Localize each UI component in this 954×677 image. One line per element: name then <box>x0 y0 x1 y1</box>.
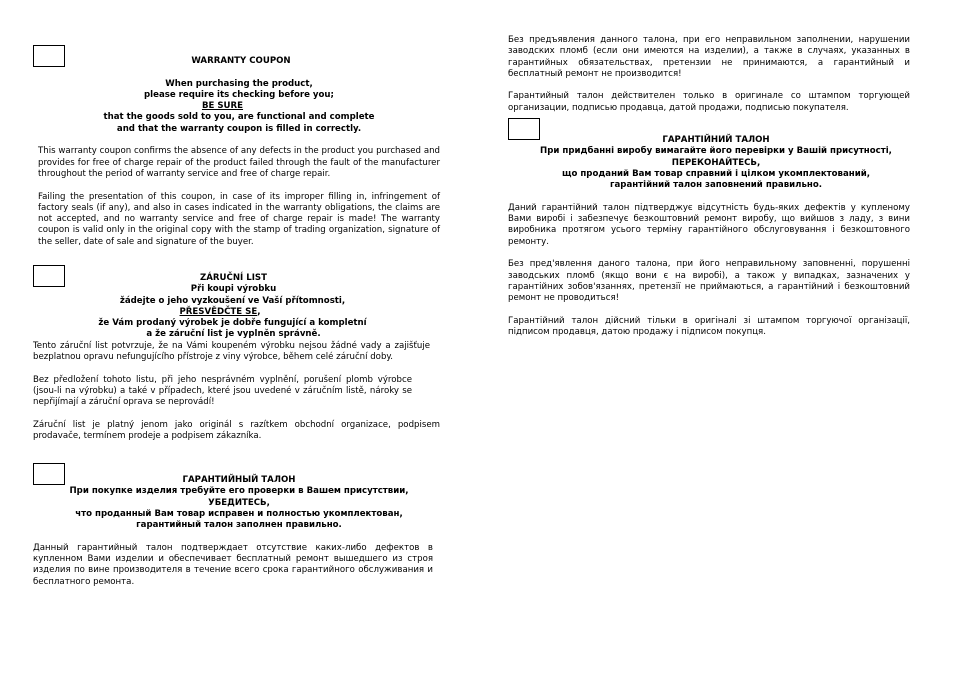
section-title-ru: ГАРАНТИЙНЫЙ ТАЛОН <box>182 475 296 485</box>
warranty-section-en <box>38 56 440 248</box>
be-sure-heading: BE SURE <box>201 101 244 112</box>
paragraph: Даний гарантійний талон підтверджує відсутність будь-яких дефектів у купленому Вами виробі і забезпечує безкоштовний ремонт виробу, що вийшов з ладу, з вини виробника протягом усього терміну гарантійного обслуговування і безкоштовного ремонту. <box>508 202 910 247</box>
heading-line: When purchasing the product, <box>165 78 313 89</box>
warranty-section-ru-cont <box>508 35 910 114</box>
presvedcte-heading <box>0 307 440 318</box>
presvedcte-comma: , <box>257 306 261 317</box>
heading-line: При покупке изделия требуйте его проверки в Вашем присутствии, <box>69 486 409 497</box>
heading-line: гарантийный талон заполнен правильно. <box>136 520 342 531</box>
warranty-section-ua <box>508 135 910 338</box>
warranty-section-ru <box>33 475 433 588</box>
heading-line: ПЕРЕКОНАЙТЕСЬ, <box>671 157 761 168</box>
paragraph: Bez předložení tohoto listu, při jeho nesprávném vyplnění, porušení plomb výrobce (jsou-li na výrobku) a také v případech, které jsou uvedené v záručním listě, nároky se nepřijímají a záruční oprava se neprovádí! <box>33 374 412 408</box>
heading-line: that the goods sold to you, are functional and complete <box>103 112 375 123</box>
heading-line: что проданный Вам товар исправен и полностью укомплектован, <box>75 508 403 519</box>
warranty-section-cz <box>33 273 440 442</box>
paragraph: Гарантийный талон действителен только в оригинале со штампом торгующей организации, подписью продавца, датой продажи, подписью покупателя. <box>508 91 910 113</box>
section-title-en: WARRANTY COUPON <box>191 56 291 66</box>
heading-line: a že záruční list je vyplněn správně. <box>146 329 321 340</box>
section-title-cz: ZÁRUČNÍ LIST <box>200 273 267 283</box>
heading-line: and that the warranty coupon is filled in correctly. <box>116 123 362 134</box>
heading-line: УБЕДИТЕСЬ, <box>208 497 270 508</box>
section-title-ua: ГАРАНТІЙНИЙ ТАЛОН <box>662 135 770 145</box>
presvedcte-label: PŘESVĚDČTE SE <box>179 306 258 317</box>
heading-line: Při koupi výrobku <box>190 284 277 295</box>
paragraph: Без предъявления данного талона, при его неправильном заполнении, нарушении заводских пломб (если они имеются на изделии), а также в случаях, указанных в гарантийных обязательствах, претензии не принимаются, а гарантийный и бесплатный ремонт не производится! <box>508 35 910 79</box>
paragraph: Záruční list je platný jenom jako originál s razítkem obchodní organizace, podpisem prodavače, termínem prodeje a podpisem zákazníka. <box>33 419 440 442</box>
paragraph: Без пред'явлення даного талона, при його неправильному заповненні, порушенні заводських пломб (якщо вони є на виробі), а також у випадках, зазначених у гарантійних зобов'язаннях, претензії не приймаються, а гарантійний і безкоштовний ремонт не проводиться! <box>508 259 910 304</box>
paragraph: Failing the presentation of this coupon, in case of its improper filling in, infringement of factory seals (if any), and also in cases indicated in the warranty obligations, the claims are not accepted, and no warranty service and free of charge repair is made! The warranty coupon is valid only in the original copy with the stamp of trading organization, signature of the seller, date of sale and signature of the buyer. <box>38 191 440 247</box>
paragraph: Данный гарантийный талон подтверждает отсутствие каких-либо дефектов в купленном Вами изделии и обеспечивает бесплатный ремонт вышедшего из строя изделия по вине производителя в течение всего срока гарантийного обслуживания и бесплатного ремонта. <box>33 542 433 587</box>
heading-line: že Vám prodaný výrobek je dobře fungující a kompletní <box>98 318 367 329</box>
heading-line: гарантійний талон заповнений правильно. <box>610 180 822 191</box>
heading-line: що проданий Вам товар справний і цілком укомплектований, <box>561 168 871 179</box>
paragraph: This warranty coupon confirms the absence of any defects in the product you purchased and provides for free of charge repair of the product failed through the fault of the manufacturer throughout the period of warranty service and free of charge repair. <box>38 146 440 179</box>
paragraph: Tento záruční list potvrzuje, že na Vámi koupeném výrobku nejsou žádné vady a zajišťuje bezplatnou opravu nefungujícího přístroje z viny výrobce, během celé záruční doby. <box>33 340 430 363</box>
heading-line: При придбанні виробу вимагайте його перевірки у Вашій присутності, <box>540 146 892 157</box>
heading-line: žádejte o jeho vyzkoušení ve Vaší přítomnosti, <box>119 295 346 306</box>
heading-line: please require its checking before you; <box>144 89 334 100</box>
paragraph: Гарантійний талон дійсний тільки в оригіналі зі штампом торгуючої організації, підписом продавця, датою продажу і підписом покупця. <box>508 315 910 338</box>
